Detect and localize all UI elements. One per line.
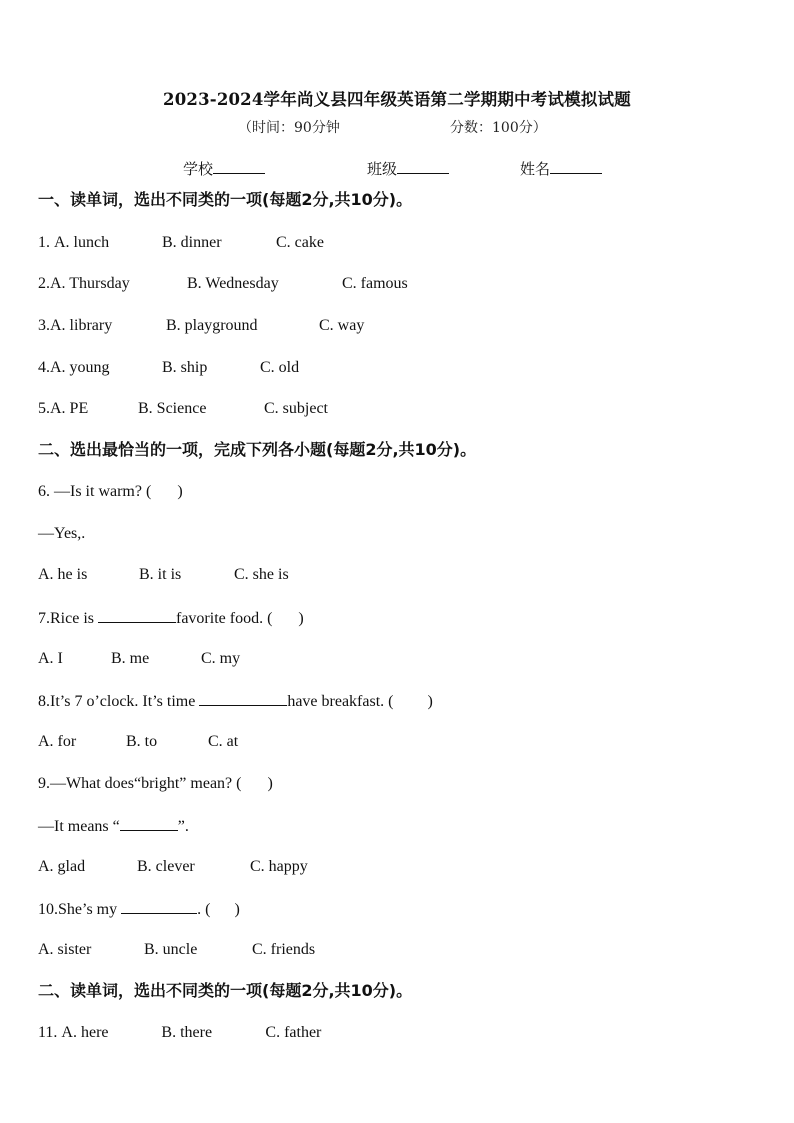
name-blank[interactable]: [550, 159, 602, 174]
option-b: B. to: [126, 733, 158, 750]
option-a: A. I: [38, 650, 63, 667]
question-7-stem: [38, 607, 304, 629]
paren-close: ): [234, 901, 240, 918]
school-label: 学校: [183, 160, 214, 178]
section-heading: 二、读单词，选出不同类的一项(每题2分,共10分)。: [38, 981, 413, 1000]
option-b: B. there: [161, 1024, 213, 1041]
question-9-options: [38, 857, 308, 877]
question-number: 1.: [38, 234, 50, 251]
question-6-options: [38, 565, 289, 585]
section-heading: 二、选出最恰当的一项，完成下列各小题(每题2分,共10分)。: [38, 440, 477, 459]
option-c: C. old: [260, 359, 300, 376]
question-6-stem: [38, 482, 183, 502]
option-c: C. at: [208, 733, 239, 750]
question-number: 2.: [38, 275, 50, 292]
question-2: [38, 274, 408, 294]
option-b: B. dinner: [162, 234, 222, 251]
question-8-stem: [38, 690, 433, 712]
question-6-reply: —Yes,.: [38, 525, 86, 542]
reply-text: ”.: [177, 818, 189, 835]
school-field: [183, 158, 265, 179]
option-b: B. ship: [162, 359, 208, 376]
option-c: C. she is: [234, 566, 289, 583]
option-a: A. here: [61, 1024, 109, 1041]
total-score: 分数：100分）: [450, 120, 547, 136]
option-a: A. young: [50, 359, 110, 376]
paren-close: ): [177, 483, 183, 500]
option-a: A. Thursday: [50, 275, 130, 292]
question-text: 10.She’s my: [38, 901, 122, 918]
fill-blank[interactable]: [121, 898, 197, 914]
class-blank[interactable]: [397, 159, 449, 174]
question-text: 8.It’s 7 o’clock. It’s time: [38, 693, 200, 710]
name-label: 姓名: [520, 160, 551, 178]
option-b: B. playground: [166, 317, 258, 334]
question-text: . (: [197, 901, 211, 918]
class-field: [367, 158, 449, 179]
question-number: 4.: [38, 359, 50, 376]
school-blank[interactable]: [213, 159, 265, 174]
option-a: A. sister: [38, 941, 92, 958]
option-b: B. me: [111, 650, 150, 667]
fill-blank[interactable]: [199, 690, 287, 706]
exam-meta: [238, 117, 547, 137]
question-text: 7.Rice is: [38, 610, 98, 627]
class-label: 班级: [367, 160, 398, 178]
option-c: C. cake: [276, 234, 324, 251]
question-number: 5.: [38, 400, 50, 417]
option-b: B. it is: [139, 566, 182, 583]
question-8-options: [38, 732, 238, 752]
question-4: [38, 358, 299, 378]
option-a: A. glad: [38, 858, 86, 875]
question-9-reply: [38, 815, 189, 837]
reply-text: —It means “: [38, 818, 120, 835]
name-field: [520, 158, 602, 179]
option-a: A. he is: [38, 566, 88, 583]
option-c: C. my: [201, 650, 241, 667]
question-5: [38, 399, 328, 419]
question-10-options: [38, 940, 315, 960]
question-text: favorite food. (: [176, 610, 273, 627]
option-a: A. for: [38, 733, 77, 750]
option-c: C. father: [265, 1024, 322, 1041]
question-text: have breakfast. (: [287, 693, 394, 710]
option-a: A. lunch: [54, 234, 110, 251]
option-c: C. happy: [250, 858, 308, 875]
question-1: [38, 233, 324, 253]
option-c: C. friends: [252, 941, 316, 958]
time-limit: （时间：90分钟: [238, 120, 340, 136]
option-b: B. clever: [137, 858, 195, 875]
fill-blank[interactable]: [98, 607, 176, 623]
paren-close: ): [267, 775, 273, 792]
question-number: 3.: [38, 317, 50, 334]
option-a: A. library: [50, 317, 113, 334]
option-b: B. uncle: [144, 941, 198, 958]
option-c: C. famous: [342, 275, 408, 292]
section-heading: 一、读单词，选出不同类的一项(每题2分,共10分)。: [38, 190, 413, 209]
question-text: 9.—What does“bright” mean? (: [38, 775, 242, 792]
page-title: 2023-2024学年尚义县四年级英语第二学期期中考试模拟试题: [163, 90, 631, 109]
paren-close: ): [427, 693, 433, 710]
option-b: B. Wednesday: [187, 275, 279, 292]
question-7-options: [38, 649, 240, 669]
option-c: C. subject: [264, 400, 328, 417]
question-3: [38, 316, 364, 336]
paren-close: ): [298, 610, 304, 627]
question-11: [38, 1023, 321, 1043]
option-c: C. way: [319, 317, 365, 334]
question-number: 11.: [38, 1024, 58, 1041]
option-a: A. PE: [50, 400, 89, 417]
question-text: 6. —Is it warm? (: [38, 483, 152, 500]
question-9-stem: [38, 774, 273, 794]
fill-blank[interactable]: [120, 815, 178, 831]
option-b: B. Science: [138, 400, 207, 417]
question-10-stem: [38, 898, 240, 920]
